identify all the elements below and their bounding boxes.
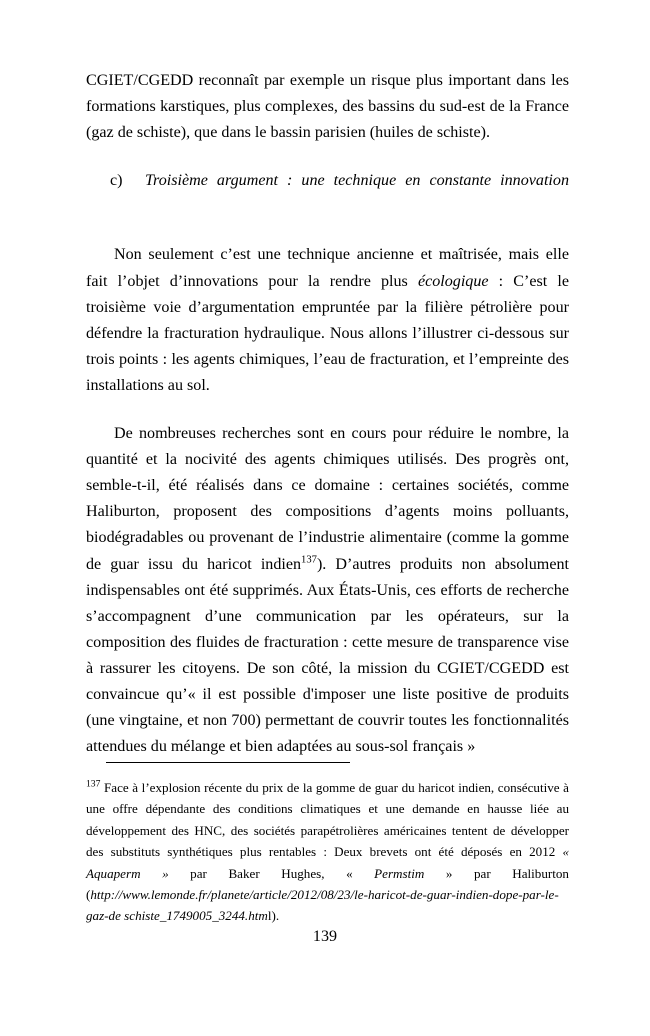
spacer <box>86 399 569 421</box>
spacer <box>86 146 569 168</box>
footnote-text-segment: Face à l’explosion récente du prix de la gomme de guar du haricot indien, consécutive à une offre dépendante des conditions climatiques et une demande en hausse liée au développement des HNC, des sociétés parapétrolières américaines tentent de développer des substituts synthétiques plus rentables : Deux brevets ont été déposés en 2012 <box>86 780 569 860</box>
subheading-text: Troisième argument : une technique en constante innovation <box>145 172 569 190</box>
paragraph-cgiet-risque: CGIET/CGEDD reconnaît par exemple un risque plus important dans les formations karstiques, plus complexes, des bassins du sud-est de la France (gaz de schiste), que dans le bassin parisien (huiles de schiste). <box>86 72 569 142</box>
spacer <box>86 220 569 242</box>
footnote-separator-rule <box>106 762 350 763</box>
footnote-text-segment: » par Haliburton ( <box>86 865 569 903</box>
paragraph-text-segment: De nombreuses recherches sont en cours pour réduire le nombre, la quantité et la nocivité des agents chimiques utilisés. Des progrès ont, semble-t-il, été réalisés dans ce domaine : certaines sociétés, comme Haliburton, proposent des compositions d’agents moins polluants, biodégradables ou provenant de l’industrie alimentaire (comme la gomme de guar issu du haricot indien <box>86 425 569 573</box>
footnote-zone <box>86 762 569 927</box>
footnote-reference-137[interactable]: 137 <box>301 554 317 566</box>
footnote-url[interactable]: http://www.lemonde.fr/planete/article/2012/08/23/le-haricot-de-guar-indien-dope-par-le-gaz-de schiste_1749005_3244.htm <box>86 887 559 924</box>
paragraph-text-segment: : C’est le troisième voie d’argumentation empruntée par la filière pétrolière pour défendre la fracturation hydraulique. Nous allons l’illustrer ci-dessous sur trois points : les agents chimiques, l’eau de fracturation, et l’empreinte des installations au sol. <box>86 272 569 394</box>
footnote-number: 137 <box>86 778 101 790</box>
emphasis-ecologique: écologique <box>417 272 489 290</box>
paragraph-technique-ancienne <box>86 242 569 399</box>
page-body-column <box>86 68 569 760</box>
subheading-marker: c) <box>110 172 123 190</box>
footnote-text-segment: par Baker Hughes, « <box>168 865 375 881</box>
subheading-troisieme-argument <box>110 168 569 220</box>
footnote-137 <box>86 777 569 927</box>
paragraph-recherches-agents-chimiques <box>86 421 569 760</box>
footnote-text-segment: l). <box>267 908 280 924</box>
paragraph-text-segment: Non seulement c’est une technique ancienne et maîtrisée, mais elle fait l’objet d’innovations pour la rendre plus <box>86 246 569 290</box>
paragraph-text-segment: ). D’autres produits non absolument indispensables ont été supprimés. Aux États-Unis, ces efforts de recherche s’accompagnent d’une communication par les opérateurs, sur la composition des fluides de fracturation : cette mesure de transparence vise à rassurer les citoyens. De son côté, la mission du CGIET/CGEDD est convaincue qu’« il est possible d'imposer une liste positive de produits (une vingtaine, et non 700) permettant de couvrir toutes les fonctionnalités attendues du mélange et bien adaptées au sous-sol français » <box>86 555 569 756</box>
footnote-emphasis-permstim: Permstim <box>374 865 425 881</box>
page-number: 139 <box>312 928 338 945</box>
footnote-emphasis-aquaperm: « Aquaperm » <box>86 844 569 881</box>
